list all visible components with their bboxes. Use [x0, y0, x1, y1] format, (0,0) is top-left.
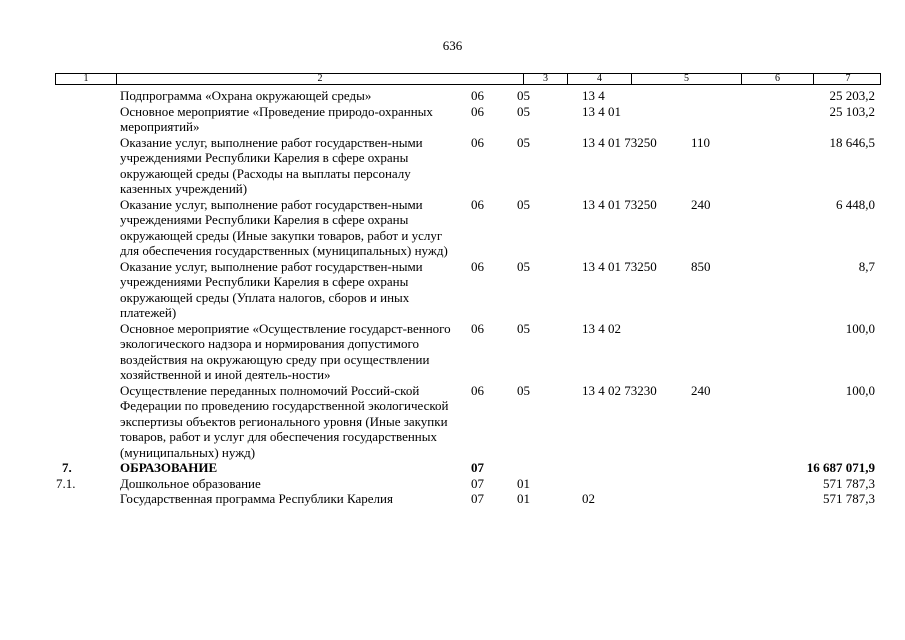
- table-body: [0, 88, 905, 507]
- row-amount: 16 687 071,9: [806, 460, 875, 475]
- row-target-code: 02: [582, 491, 595, 506]
- table-row: [0, 88, 905, 104]
- row-subsection: 05: [517, 320, 530, 336]
- row-number: 7.1.: [56, 475, 76, 491]
- row-name: Оказание услуг, выполнение работ государствен-ными учреждениями Республики Карелия в сфере охраны окружающей среды (Уплата налогов, сборов и иных платежей): [120, 258, 423, 320]
- row-amount: 100,0: [845, 320, 875, 336]
- row-target-code: 13 4 02: [582, 320, 621, 336]
- row-amount: 25 203,2: [829, 88, 875, 103]
- table-row-section-heading: [0, 460, 905, 476]
- row-expense-type: 110: [691, 134, 711, 150]
- row-subsection: 05: [517, 196, 530, 212]
- row-name: Подпрограмма «Охрана окружающей среды»: [120, 88, 372, 103]
- table-row: [0, 491, 905, 507]
- row-target-code: 13 4: [582, 88, 605, 103]
- table-row: [0, 104, 905, 135]
- row-name: Оказание услуг, выполнение работ государствен-ными учреждениями Республики Карелия в сфере охраны окружающей среды (Иные закупки товаров, работ и услуг для обеспечения государственных (муниципальных) нужд): [120, 196, 448, 258]
- header-col-4: 4: [567, 74, 631, 84]
- row-subsection: 05: [517, 258, 530, 274]
- header-col-1: 1: [83, 73, 89, 84]
- row-number: 7.: [62, 460, 72, 475]
- row-name: Дошкольное образование: [120, 475, 261, 491]
- row-section: 07: [471, 460, 484, 475]
- row-expense-type: 850: [691, 258, 711, 274]
- row-amount: 571 787,3: [823, 475, 875, 491]
- row-name: Основное мероприятие «Осуществление государст-венного экологического надзора и нормирования допустимого воздействия на окружающую среду при осуществлении хозяйственной и иной деятель-ности»: [120, 320, 451, 382]
- row-target-code: 13 4 02 73230: [582, 382, 657, 398]
- row-expense-type: 240: [691, 196, 711, 212]
- row-subsection: 05: [517, 103, 530, 119]
- row-name: Государственная программа Республики Карелия: [120, 491, 393, 506]
- table-row: [0, 135, 905, 197]
- header-col-7: 7: [813, 74, 882, 84]
- row-amount: 571 787,3: [823, 491, 875, 506]
- row-subsection: 05: [517, 88, 530, 103]
- row-amount: 8,7: [858, 258, 875, 274]
- row-subsection: 01: [517, 491, 530, 506]
- table-row: [0, 476, 905, 492]
- row-section: 06: [471, 134, 484, 150]
- row-section: 06: [471, 88, 484, 103]
- row-section: 06: [471, 382, 484, 398]
- row-target-code: 13 4 01 73250: [582, 134, 657, 150]
- row-subsection: 01: [517, 475, 530, 491]
- row-subsection: 05: [517, 382, 530, 398]
- row-name: Основное мероприятие «Проведение природо-охранных мероприятий»: [120, 103, 433, 134]
- row-name: Оказание услуг, выполнение работ государствен-ными учреждениями Республики Карелия в сфере охраны окружающей среды (Расходы на выплаты персоналу казенных учреждений): [120, 134, 423, 196]
- table-header: [55, 73, 881, 85]
- row-amount: 100,0: [845, 382, 875, 398]
- row-expense-type: 240: [691, 382, 711, 398]
- table-row: [0, 383, 905, 461]
- row-section: 06: [471, 258, 484, 274]
- row-subsection: 05: [517, 134, 530, 150]
- row-target-code: 13 4 01 73250: [582, 196, 657, 212]
- table-row: [0, 321, 905, 383]
- page-number: 636: [442, 38, 463, 53]
- row-section: 06: [471, 196, 484, 212]
- table-row: [0, 197, 905, 259]
- row-section: 07: [471, 491, 484, 506]
- row-section: 06: [471, 103, 484, 119]
- row-target-code: 13 4 01 73250: [582, 258, 657, 274]
- row-section: 07: [471, 475, 484, 491]
- row-name: ОБРАЗОВАНИЕ: [120, 460, 218, 475]
- table-row: [0, 259, 905, 321]
- row-name: Осуществление переданных полномочий Россий-ской Федерации по проведению государственной экологической экспертизы объектов регионального уровня (Иные закупки товаров, работ и услуг для обеспечения государственных (муниципальных) нужд): [120, 382, 449, 460]
- header-col-6: 6: [741, 74, 813, 84]
- header-col-5: 5: [631, 74, 741, 84]
- row-amount: 25 103,2: [829, 103, 875, 119]
- row-amount: 18 646,5: [829, 134, 875, 150]
- header-col-3: 3: [523, 74, 567, 84]
- header-col-2: 2: [116, 74, 523, 84]
- row-amount: 6 448,0: [836, 196, 875, 212]
- row-target-code: 13 4 01: [582, 103, 621, 119]
- row-section: 06: [471, 320, 484, 336]
